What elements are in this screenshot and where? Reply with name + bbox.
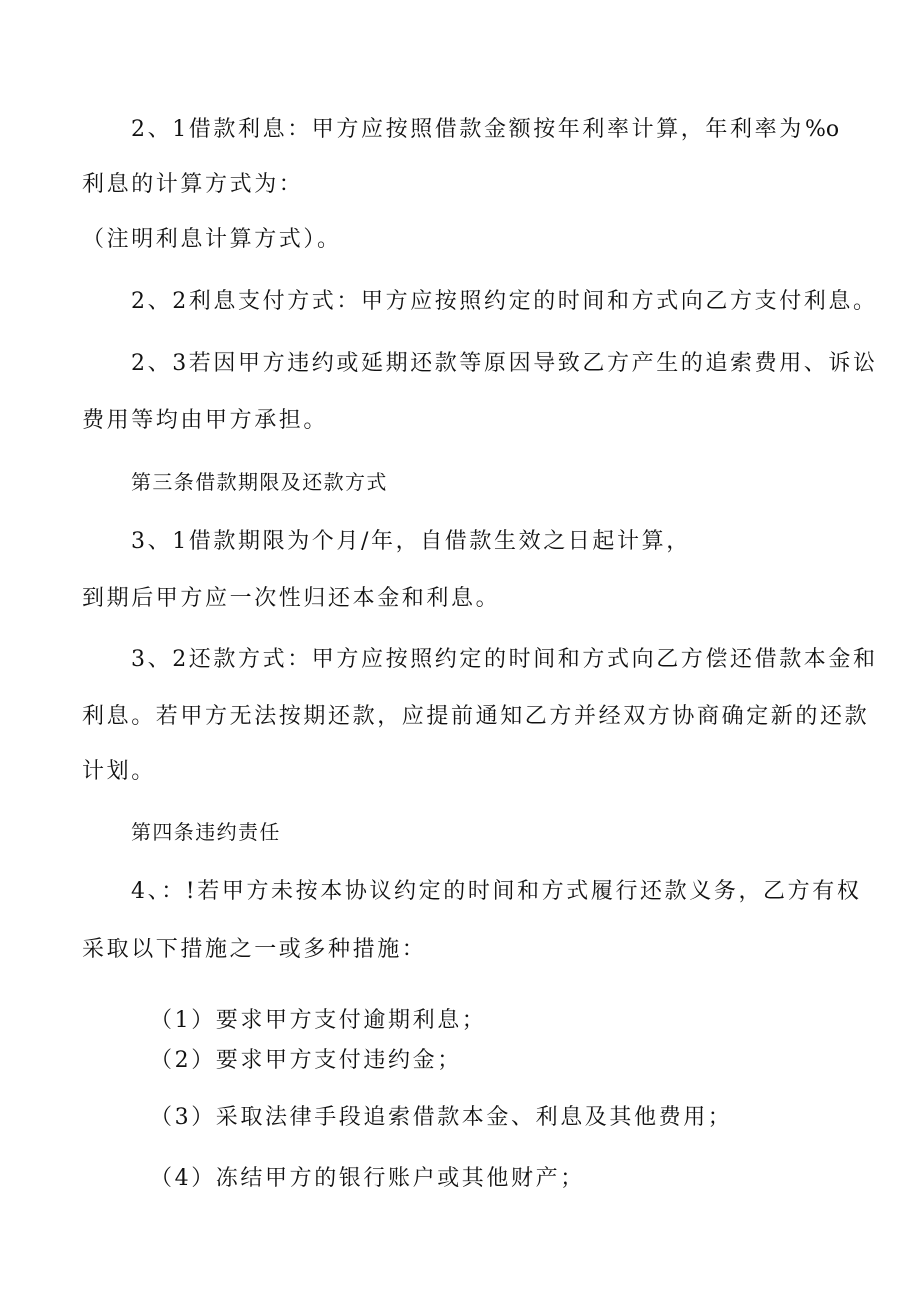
- clause-3-2-line-3: 计划。: [82, 759, 156, 784]
- measure-item-1: （1）要求甲方支付逾期利息；: [150, 1008, 487, 1033]
- clause-2-3-line-1: 2、3若因甲方违约或延期还款等原因导致乙方产生的追索费用、诉讼: [131, 351, 878, 376]
- clause-2-1-line-2: 利息的计算方式为：: [82, 172, 304, 197]
- clause-3-1-line-1: 3、1借款期限为个月/年，自借款生效之日起计算，: [131, 529, 691, 554]
- clause-2-2: 2、2利息支付方式：甲方应按照约定的时间和方式向乙方支付利息。: [131, 289, 878, 314]
- rate-suffix: %o: [805, 117, 840, 142]
- article-4-heading: 第四条违约责任: [131, 820, 281, 844]
- clause-2-3-line-2: 费用等均由甲方承担。: [82, 408, 329, 433]
- measure-item-2: （2）要求甲方支付违约金；: [150, 1048, 462, 1073]
- clause-3-2-line-2: 利息。若甲方无法按期还款，应提前通知乙方并经双方协商确定新的还款: [82, 704, 870, 729]
- clause-3-1-line-2: 到期后甲方应一次性归还本金和利息。: [82, 586, 501, 611]
- clause-3-2-line-1: 3、2还款方式：甲方应按照约定的时间和方式向乙方偿还借款本金和: [131, 647, 878, 672]
- clause-2-1-line-1: 2、1借款利息：甲方应按照借款金额按年利率计算，年利率为: [131, 117, 804, 142]
- clause-2-1-line-3: （注明利息计算方式）。: [82, 227, 342, 252]
- clause-4-1-line-1: 4、：!若甲方未按本协议约定的时间和方式履行还款义务，乙方有权: [131, 879, 862, 904]
- measure-item-4: （4）冻结甲方的银行账户或其他财产；: [150, 1166, 585, 1191]
- measure-item-3: （3）采取法律手段追索借款本金、利息及其他费用；: [150, 1105, 733, 1130]
- article-3-heading: 第三条借款期限及还款方式: [131, 470, 388, 494]
- clause-4-1-line-2: 采取以下措施之一或多种措施：: [82, 937, 427, 962]
